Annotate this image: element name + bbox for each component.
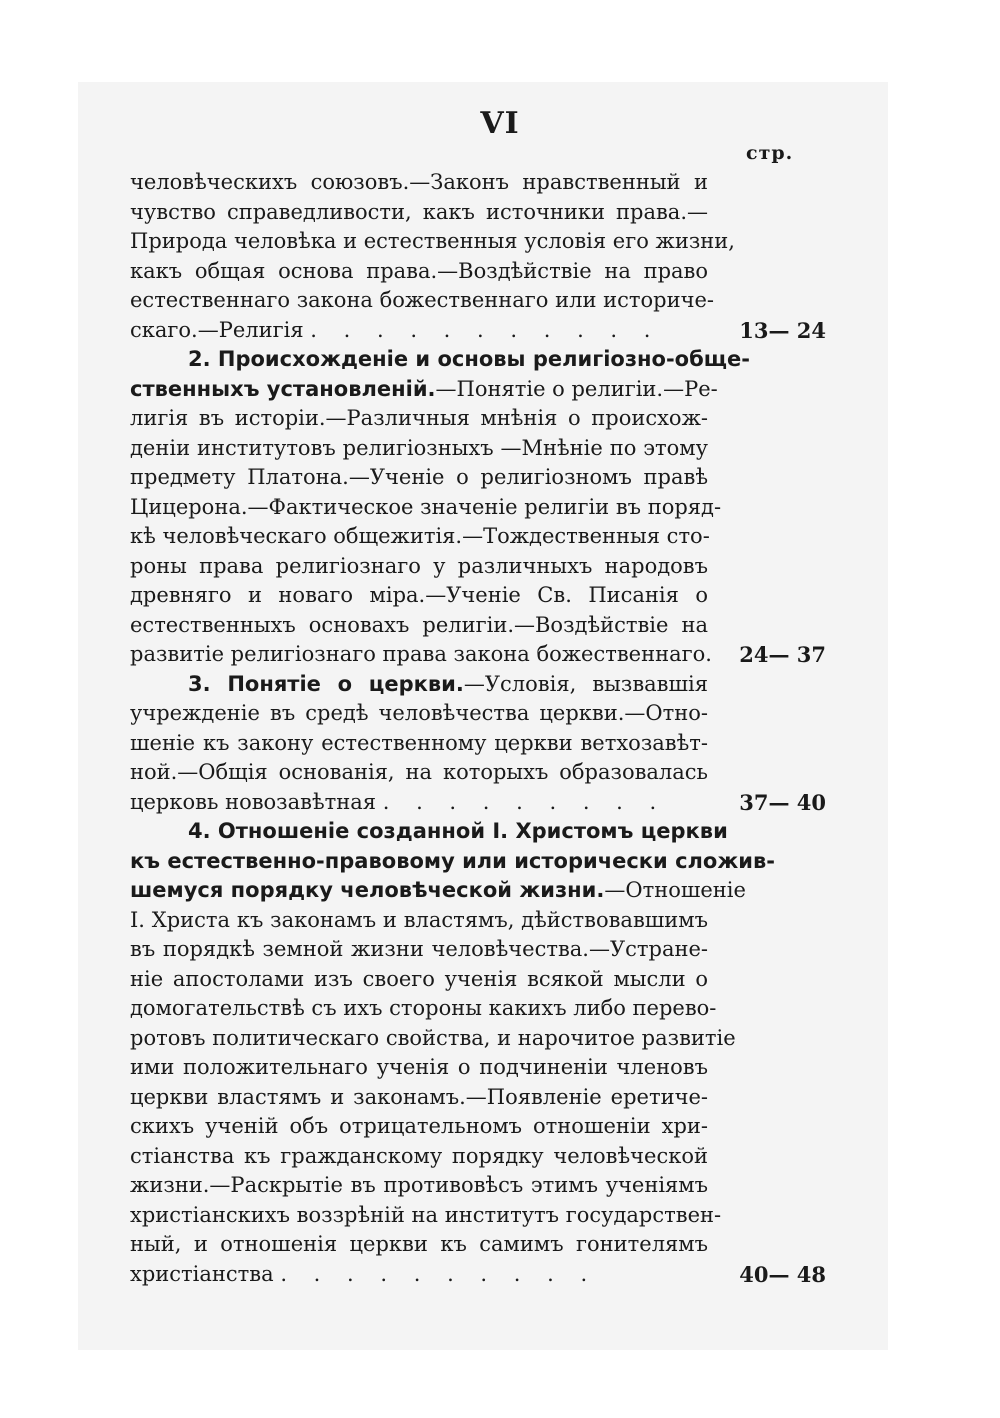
entry-text-line: ной.—Общія основанія, на которыхъ образовалась [130,760,708,784]
entry-text-line: шеніе къ закону естественному церкви ветхозавѣт- [130,730,708,755]
entry-page-range: 24— 37 [739,642,826,667]
dot-leader: . . . . . . . . . [382,789,667,814]
entry-text-line: ротовъ политическаго свойства, и нарочитое развитіе [130,1025,736,1050]
page-number: VI [480,106,520,141]
entry-page-range: 13— 24 [739,317,826,343]
entry-page-range: 40— 48 [739,1261,826,1287]
entry-text-line: деніи институтовъ религіозныхъ —Мнѣніе по этому [130,435,708,460]
entry-last-line [130,788,708,818]
dot-leader: . . . . . . . . . . . [310,317,661,342]
entry-text-line: І. Христа къ законамъ и властямъ, дѣйствовавшимъ [130,907,708,932]
section-heading-cont: ственныхъ установленій. [130,376,436,401]
entry-text-line: Природа человѣка и естественныя условія его жизни, [130,229,735,253]
pages-column-label: стр. [746,142,794,164]
entry-text-line: учрежденіе въ средѣ человѣчества церкви.—Отно- [130,701,708,725]
entry-text-line: естественныхъ основахъ религіи.—Воздѣйствіе на [130,612,708,637]
section-heading: 3. Понятіе о церкви. [188,671,464,696]
entry-text-line: предмету Платона.—Ученіе о религіозномъ правѣ [130,465,708,489]
entry-text-tail: —Отношеніе [604,878,746,902]
entry-text-line: жизни.—Раскрытіе въ противовѣсъ этимъ ученіямъ [130,1173,708,1197]
toc-entry-2 [130,345,830,670]
entry-last-line [130,316,708,346]
entry-text-line: ніе апостолами изъ своего ученія всякой мысли о [130,966,708,991]
toc-entry-4 [130,817,830,1289]
entry-last-text: развитіе религіознаго права закона божественнаго. [130,642,712,666]
toc-entry-1 [130,168,830,345]
dot-leader: . . . . . . . . . . [280,1261,598,1286]
entry-text-line: церкви властямъ и законамъ.—Появленіе еретиче- [130,1084,708,1109]
entry-last-text: христіанства [130,1261,274,1286]
entry-text-line [130,876,746,906]
entry-text-line: въ порядкѣ земной жизни человѣчества.—Устране- [130,937,708,961]
entry-text-line: христіанскихъ воззрѣній на институтъ государствен- [130,1202,722,1227]
entry-text-line: древняго и новаго міра.—Ученіе Св. Писанія о [130,583,708,607]
section-heading-cont: къ естественно-правовому или исторически сложив- [130,848,775,873]
entry-text-line: кѣ человѣческаго общежитія.—Тождественныя сто- [130,524,710,548]
section-heading: 4. Отношеніе созданной І. Христомъ церкви [188,819,728,843]
section-heading-cont: шемуся порядку человѣческой жизни. [130,878,605,902]
entry-text-line: стіанства къ гражданскому порядку человѣческой [130,1143,708,1168]
entry-text-line [130,670,708,700]
entry-text-tail: —Условія, вызвавшія [463,671,708,696]
entry-text-line: роны права религіознаго у различныхъ народовъ [130,553,708,578]
entry-text-line: ный, и отношенія церкви къ самимъ гонителямъ [130,1232,708,1256]
toc-entry-3 [130,670,830,818]
entry-text-line: Цицерона.—Фактическое значеніе религіи въ поряд- [130,494,722,519]
entry-text-line: ими положительнаго ученія о подчиненіи членовъ [130,1055,708,1079]
entry-last-row [130,316,830,346]
entry-text-tail: —Понятіе о религіи.—Ре- [435,376,718,401]
entry-last-line [130,1260,708,1290]
entry-last-row [130,788,830,818]
entry-text-line: естественнаго закона божественнаго или историче- [130,288,715,312]
table-of-contents [130,168,830,1289]
entry-last-text: церковь новозавѣтная [130,789,377,814]
entry-page-range: 37— 40 [739,789,826,815]
section-heading: 2. Происхожденіе и основы религіозно-обще- [188,347,750,371]
entry-text-line: какъ общая основа права.—Воздѣйствіе на право [130,258,708,283]
entry-last-text: скаго.—Религія [130,317,304,342]
entry-text-line: лигія въ исторіи.—Различныя мнѣнія о происхож- [130,406,708,430]
entry-text-line [130,375,718,405]
entry-last-line [130,640,712,670]
entry-last-row [130,640,830,670]
entry-text-line: скихъ ученій объ отрицательномъ отношеніи хри- [130,1114,708,1138]
entry-text-line: человѣческихъ союзовъ.—Законъ нравственный и [130,170,708,194]
entry-last-row [130,1260,830,1290]
entry-text-line: домогательствѣ съ ихъ стороны какихъ либо перево- [130,996,717,1020]
entry-text-line: чувство справедливости, какъ источники права.— [130,199,708,224]
